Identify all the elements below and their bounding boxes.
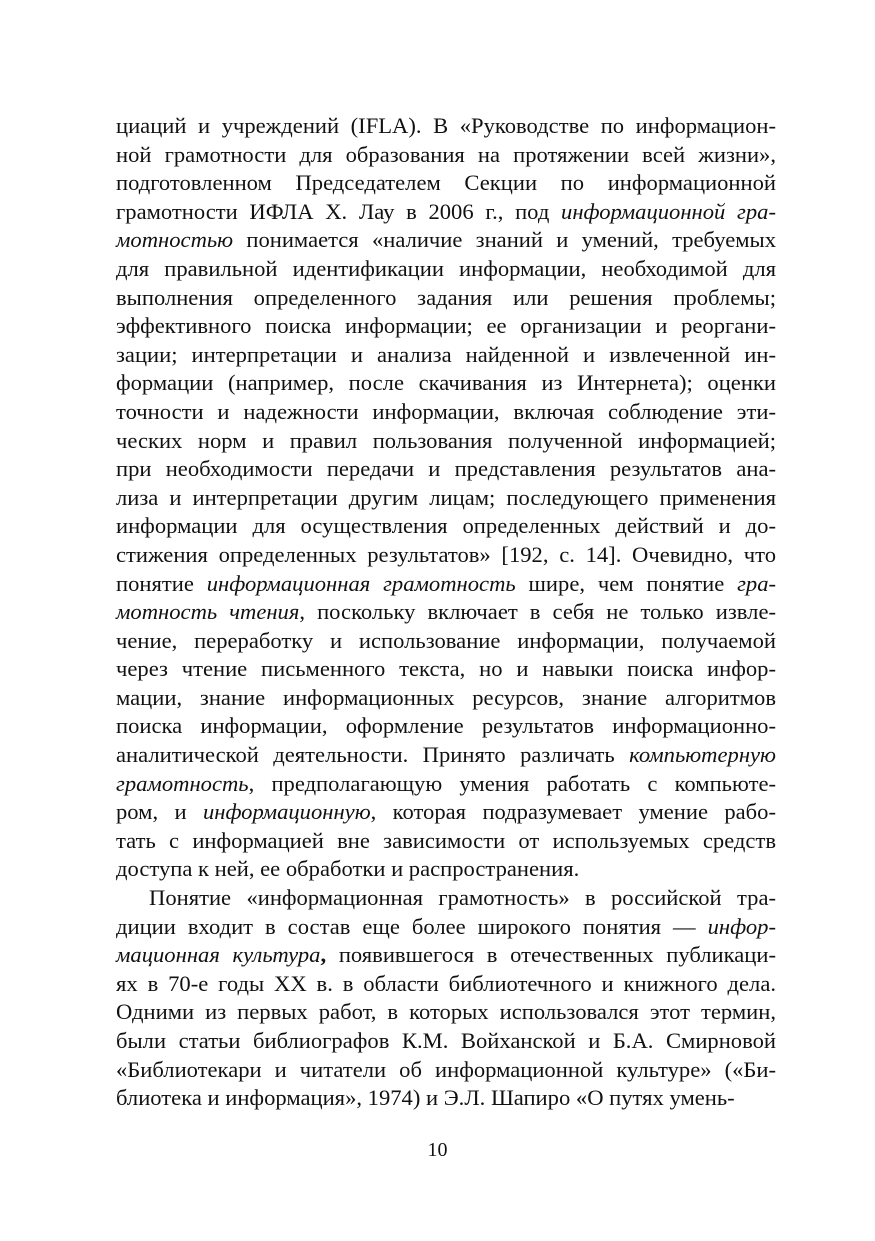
text-line bbox=[116, 655, 776, 684]
text-line bbox=[116, 741, 776, 770]
text-run: тать с информацией вне зависимости от используемых средств bbox=[116, 827, 776, 853]
text-run: понимается «наличие знаний и умений, требуемых bbox=[233, 227, 776, 253]
italic-term: гра- bbox=[737, 570, 777, 596]
text-run: , которая подразумевает умение рабо- bbox=[370, 799, 776, 825]
text-line bbox=[116, 427, 776, 456]
italic-term: компьютерную bbox=[629, 742, 776, 768]
text-run: поиска информации, оформление результатов информационно- bbox=[116, 713, 776, 739]
italic-term: информационной гра- bbox=[561, 198, 776, 224]
italic-term: информационную bbox=[202, 799, 371, 825]
text-line bbox=[116, 255, 776, 284]
text-line bbox=[116, 512, 776, 541]
text-run: блиотека и информация», 1974) и Э.Л. Шапиро «О путях умень- bbox=[116, 1085, 735, 1111]
text-run: мации, знание информационных ресурсов, знание алгоритмов bbox=[116, 684, 776, 710]
text-run: при необходимости передачи и представления результатов ана- bbox=[116, 456, 776, 482]
text-line bbox=[116, 141, 776, 170]
italic-term: мационная культура bbox=[116, 942, 321, 968]
text-run: эффективного поиска информации; ее организации и реоргани- bbox=[116, 313, 776, 339]
text-line bbox=[116, 369, 776, 398]
page-number: 10 bbox=[427, 1139, 448, 1161]
text-line bbox=[116, 998, 776, 1027]
text-run: информации для осуществления определенных действий и до- bbox=[116, 513, 776, 539]
paragraph bbox=[116, 884, 776, 1113]
text-line bbox=[116, 312, 776, 341]
text-line bbox=[116, 398, 776, 427]
text-run: Понятие «информационная грамотность» в российской тра- bbox=[149, 885, 776, 911]
text-line bbox=[116, 198, 776, 227]
text-run: ром, и bbox=[116, 799, 203, 825]
text-run: зации; интерпретации и анализа найденной и извлеченной ин- bbox=[116, 341, 776, 367]
text-run: формации (например, после скачивания из Интернета); оценки bbox=[116, 370, 776, 396]
italic-term: грамотность bbox=[116, 770, 249, 796]
text-run: , bbox=[320, 942, 327, 968]
text-run: грамотности ИФЛА Х. Лау в 2006 г., под bbox=[116, 198, 562, 224]
text-run: Одними из первых работ, в которых использовался этот термин, bbox=[116, 999, 776, 1025]
italic-term: мотность чтения bbox=[116, 599, 300, 625]
text-run: шире, чем понятие bbox=[515, 570, 738, 596]
text-line bbox=[116, 455, 776, 484]
text-line bbox=[116, 941, 776, 970]
text-run: понятие bbox=[116, 570, 207, 596]
text-run: выполнения определенного задания или решения проблемы; bbox=[116, 284, 776, 310]
text-run: лиза и интерпретации другим лицам; последующего применения bbox=[116, 484, 776, 510]
text-line bbox=[116, 112, 776, 141]
text-line bbox=[116, 169, 776, 198]
text-line bbox=[116, 1084, 776, 1113]
text-run: через чтение письменного текста, но и навыки поиска инфор- bbox=[116, 656, 776, 682]
text-line bbox=[116, 484, 776, 513]
text-line bbox=[116, 341, 776, 370]
text-line bbox=[116, 627, 776, 656]
text-run: ях в 70-е годы XX в. в области библиотечного и книжного дела. bbox=[116, 970, 776, 996]
text-line bbox=[116, 884, 776, 913]
text-run: ной грамотности для образования на протяжении всей жизни», bbox=[116, 141, 776, 167]
text-run: , поскольку включает в себя не только извле- bbox=[299, 599, 776, 625]
text-line bbox=[116, 541, 776, 570]
text-line bbox=[116, 770, 776, 799]
text-run: аналитической деятельности. Принято различать bbox=[116, 742, 630, 768]
text-line bbox=[116, 284, 776, 313]
text-run: циаций и учреждений (IFLA). В «Руководстве по информацион- bbox=[116, 113, 776, 138]
text-line bbox=[116, 827, 776, 856]
text-run: доступа к ней, ее обработки и распространения. bbox=[116, 856, 580, 882]
text-line bbox=[116, 684, 776, 713]
text-run: ческих норм и правил пользования полученной информацией; bbox=[116, 427, 776, 453]
text-run: стижения определенных результатов» [192, с. 14]. Очевидно, что bbox=[116, 541, 776, 567]
paragraph bbox=[116, 112, 776, 884]
text-run: , предполагающую умения работать с компьюте- bbox=[248, 770, 776, 796]
text-run: «Библиотекари и читатели об информационной культуре» («Би- bbox=[116, 1056, 776, 1082]
text-run: чение, переработку и использование информации, получаемой bbox=[116, 627, 776, 653]
text-line bbox=[116, 226, 776, 255]
text-line bbox=[116, 1027, 776, 1056]
text-line bbox=[116, 570, 776, 599]
text-run: точности и надежности информации, включая соблюдение эти- bbox=[116, 398, 776, 424]
text-line bbox=[116, 798, 776, 827]
text-line bbox=[116, 970, 776, 999]
italic-term: инфор- bbox=[707, 913, 776, 939]
text-run: диции входит в состав еще более широкого понятия — bbox=[116, 913, 708, 939]
text-run: были статьи библиографов К.М. Войханской и Б.А. Смирновой bbox=[116, 1028, 776, 1053]
text-line bbox=[116, 712, 776, 741]
text-line bbox=[116, 598, 776, 627]
body-text bbox=[116, 112, 776, 1113]
text-line bbox=[116, 913, 776, 942]
text-run: появившегося в отечественных публикаци- bbox=[326, 942, 777, 968]
italic-term: информационная грамотность bbox=[206, 570, 516, 596]
italic-term: мотностью bbox=[116, 227, 234, 253]
text-line bbox=[116, 855, 776, 884]
text-run: для правильной идентификации информации, необходимой для bbox=[116, 255, 776, 281]
text-run: подготовленном Председателем Секции по информационной bbox=[116, 170, 776, 196]
text-line bbox=[116, 1056, 776, 1085]
